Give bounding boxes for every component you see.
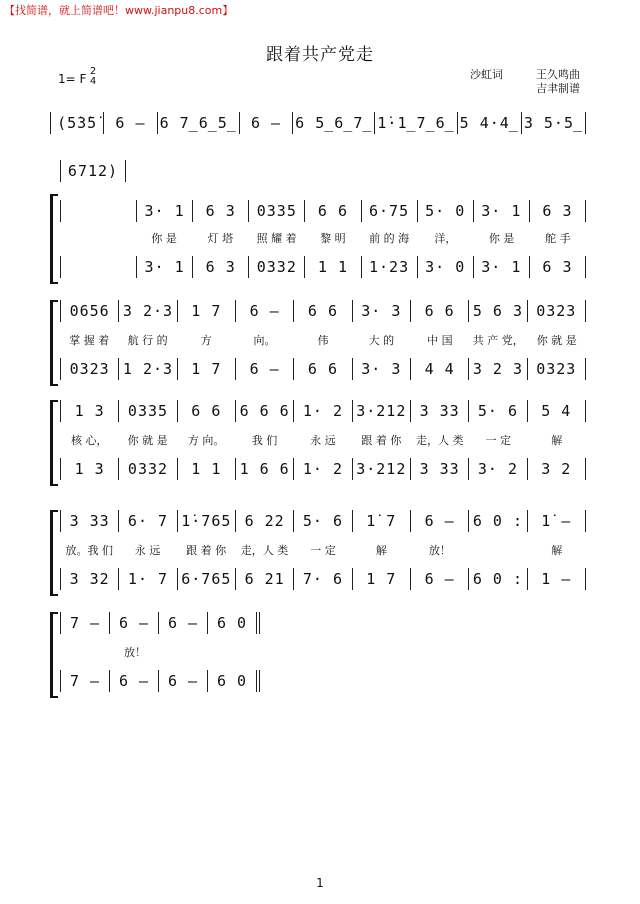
- notes: 0323: [69, 360, 110, 378]
- notes: 3· 1: [481, 202, 522, 220]
- lyric: 你 就 是: [536, 334, 577, 347]
- staff-row-voice-2: [60, 458, 586, 480]
- measure-spacer: [60, 256, 136, 278]
- notes: 6 7̲6̲5̲: [159, 114, 237, 132]
- lyrics-row: [60, 230, 586, 246]
- measure: [353, 510, 411, 532]
- measure: [469, 300, 527, 322]
- lyric: 跟 着 你: [186, 544, 227, 557]
- notes: 6 3: [542, 258, 573, 276]
- notes: 6·75: [369, 202, 410, 220]
- notes: 4 4: [424, 360, 455, 378]
- lyricist-credit: 沙虹词: [470, 68, 503, 81]
- notes: 3 33: [419, 402, 460, 420]
- measure: [178, 458, 236, 480]
- notes: 5· 6: [302, 512, 344, 530]
- notes: 3 2: [541, 460, 572, 478]
- lyric: 方: [200, 334, 212, 347]
- measure: [193, 200, 249, 222]
- measure: [236, 458, 294, 480]
- notes: 1 7: [191, 360, 222, 378]
- notes: 1 2·3: [122, 360, 174, 378]
- staff-row-voice-2: [60, 256, 586, 278]
- measure: [469, 400, 527, 422]
- notes: 3· 1: [144, 258, 185, 276]
- notes: 1·23: [369, 258, 410, 276]
- notes: 6 3: [205, 202, 236, 220]
- notes: 0332: [127, 460, 169, 478]
- measure: [530, 256, 586, 278]
- lyric: 洋，: [434, 232, 457, 245]
- notes: 6 0 :: [472, 512, 524, 530]
- measure: [60, 358, 119, 380]
- measure: [528, 458, 586, 480]
- notes: 6 —: [167, 614, 199, 632]
- measure: [411, 510, 469, 532]
- lyric: [160, 644, 210, 660]
- measure: [119, 458, 177, 480]
- measure: [458, 112, 522, 134]
- notes: 6 —: [115, 114, 146, 132]
- notes: 6·765: [181, 570, 232, 588]
- measure: [178, 358, 236, 380]
- time-signature-bottom: 4: [89, 76, 97, 87]
- notes: 7· 6: [302, 570, 344, 588]
- lyric: [210, 644, 260, 660]
- measure: [236, 400, 294, 422]
- lyric: 照 耀 着: [256, 232, 297, 245]
- notes: 1̇·765: [181, 512, 232, 530]
- measure: [353, 568, 411, 590]
- time-signature: [88, 67, 98, 87]
- measure: [249, 256, 305, 278]
- measure: [474, 256, 530, 278]
- system-bracket: [50, 612, 53, 698]
- lyric: 放。我 们: [65, 544, 113, 557]
- notes: 6 0: [216, 614, 248, 632]
- measure: [178, 510, 236, 532]
- notes: 3· 3: [361, 360, 402, 378]
- lyric: 一 定: [310, 544, 336, 557]
- notes: 6· 7: [127, 512, 169, 530]
- measure: [530, 200, 586, 222]
- measure: [375, 112, 457, 134]
- notes: 6 —: [424, 512, 455, 530]
- lyric: 走，人 类: [416, 434, 464, 447]
- measure: [411, 458, 469, 480]
- music-system-intro: [50, 112, 586, 138]
- lyric: 共 产 党，: [472, 334, 524, 347]
- measure: [353, 458, 411, 480]
- notes: 6 3: [542, 202, 573, 220]
- measure: [294, 510, 352, 532]
- lyric: 你 就 是: [127, 434, 168, 447]
- staff-row-voice-1: [60, 510, 586, 532]
- staff-row-voice-1: [60, 300, 586, 322]
- lyric: 走，人 类: [240, 544, 289, 557]
- notes: 1· 2: [302, 402, 344, 420]
- lyric: 中 国: [427, 334, 453, 347]
- measure: [158, 112, 240, 134]
- measure: [178, 300, 236, 322]
- measure: [60, 670, 110, 692]
- measure: [60, 300, 119, 322]
- measure: [119, 400, 177, 422]
- measure: [236, 510, 294, 532]
- notes: 3· 0: [425, 258, 466, 276]
- notes: 1 3: [74, 402, 105, 420]
- system-bracket: [50, 194, 53, 284]
- notes: 3 32: [69, 570, 110, 588]
- measure: [50, 112, 104, 134]
- notes: 1 1: [317, 258, 348, 276]
- notes: 6712): [67, 162, 119, 180]
- arranger-credit: 吉聿制谱: [536, 82, 580, 95]
- time-signature-top: 2: [89, 66, 97, 77]
- notes: 0332: [256, 258, 297, 276]
- measure: [469, 358, 527, 380]
- measure: [60, 458, 119, 480]
- notes: 3·212: [356, 460, 407, 478]
- lyric: 方 向。: [187, 434, 225, 447]
- lyric: 解: [551, 544, 563, 557]
- notes: 6 —: [167, 672, 199, 690]
- lyric: 黎 明: [320, 232, 346, 245]
- song-title: 跟着共产党走: [266, 45, 374, 65]
- system-bracket: [50, 300, 53, 386]
- notes: 6 —: [118, 614, 150, 632]
- staff-row-voice-1: [60, 400, 586, 422]
- lyric: 我 们: [251, 434, 278, 447]
- measure: [305, 256, 361, 278]
- notes: 1̇ —: [541, 512, 572, 530]
- music-system-4: [50, 510, 586, 596]
- measure: [60, 510, 119, 532]
- music-system-3: [50, 400, 586, 486]
- notes: 6 6 6: [239, 402, 290, 420]
- notes: 1 3: [74, 460, 105, 478]
- measure: [236, 358, 294, 380]
- notes: 3·212: [356, 402, 407, 420]
- notes: 3· 2: [477, 460, 519, 478]
- notes: 3· 1: [481, 258, 522, 276]
- notes: 6 —: [118, 672, 150, 690]
- measure: [208, 612, 260, 634]
- measure: [104, 112, 157, 134]
- lyric: 解: [551, 434, 563, 447]
- measure: [159, 612, 208, 634]
- composer-credit: 王久鸣曲: [536, 68, 580, 81]
- measure: [353, 400, 411, 422]
- notes: 6 —: [424, 570, 455, 588]
- measure: [110, 670, 159, 692]
- notes: 5· 0: [425, 202, 466, 220]
- measure: [294, 568, 352, 590]
- staff-row-voice-2: [60, 670, 260, 692]
- measure: [110, 612, 159, 634]
- measure: [193, 256, 249, 278]
- measure: [362, 256, 418, 278]
- music-system-2: [50, 300, 586, 386]
- lyric: 核 心，: [70, 434, 108, 447]
- lyric: [469, 542, 527, 558]
- lyric: 永 远: [310, 434, 336, 447]
- system-bracket: [50, 400, 53, 486]
- measure: [528, 568, 586, 590]
- notes: 7 —: [69, 672, 101, 690]
- notes: 1 —: [541, 570, 572, 588]
- notes: 6 —: [249, 302, 280, 320]
- notes: 1̇·1̲7̲6̲: [377, 114, 455, 132]
- notes: 0323: [536, 302, 577, 320]
- measure: [362, 200, 418, 222]
- notes: 6 —: [250, 114, 282, 132]
- lyrics-row: [60, 432, 586, 448]
- music-system-1: [50, 160, 586, 284]
- lyric: 你 是: [488, 232, 515, 245]
- lyric-spacer: [60, 230, 136, 246]
- lyric: 跟 着 你: [361, 434, 402, 447]
- notes: 1· 2: [302, 460, 344, 478]
- lyrics-row: [60, 332, 586, 348]
- measure: [411, 568, 469, 590]
- measure: [353, 300, 411, 322]
- staff-row-voice-2: [60, 358, 586, 380]
- measure: [136, 256, 193, 278]
- lyrics-row: [60, 644, 260, 660]
- measure-spacer: [60, 200, 136, 222]
- lyric: 前 的 海: [369, 232, 410, 245]
- staff-row: [50, 112, 586, 134]
- notes: 6 0 :: [472, 570, 524, 588]
- staff-row-voice-2: [60, 568, 586, 590]
- measure: [208, 670, 260, 692]
- notes: 6 6: [191, 402, 222, 420]
- lyric: 你 是: [151, 232, 177, 245]
- measure: [418, 200, 474, 222]
- measure: [528, 400, 586, 422]
- notes: 6 6: [307, 302, 339, 320]
- lyric: 向。: [253, 334, 276, 347]
- measure: [119, 300, 177, 322]
- notes: 3 2 3: [472, 360, 524, 378]
- notes: 0323: [536, 360, 577, 378]
- measure: [522, 112, 586, 134]
- measure: [119, 358, 177, 380]
- notes: 6 22: [244, 512, 285, 530]
- measure: [236, 568, 294, 590]
- measure: [474, 200, 530, 222]
- notes: 1 7: [366, 570, 397, 588]
- notes: 5 4: [541, 402, 572, 420]
- lyric: 永 远: [134, 544, 161, 557]
- lyric: 灯 塔: [207, 232, 234, 245]
- notes: 3 5·5̲: [523, 114, 584, 132]
- notes: 6 6: [307, 360, 339, 378]
- staff-row-voice-1: [60, 200, 586, 222]
- measure: [353, 358, 411, 380]
- notes: 0335: [256, 202, 297, 220]
- measure: [294, 400, 352, 422]
- measure: [294, 358, 352, 380]
- notes: 7 —: [69, 614, 101, 632]
- music-system-5: [50, 612, 260, 698]
- measure: [528, 510, 586, 532]
- notes: 6 21: [244, 570, 285, 588]
- measure: [411, 300, 469, 322]
- lyric: 一 定: [485, 434, 512, 447]
- notes: 0656: [69, 302, 110, 320]
- lyric: [60, 644, 110, 660]
- measure: [178, 400, 236, 422]
- measure: [469, 510, 527, 532]
- lyric: 航 行 的: [127, 334, 168, 347]
- measure: [60, 400, 119, 422]
- notes: 6 6: [317, 202, 348, 220]
- measure: [159, 670, 208, 692]
- measure: [178, 568, 236, 590]
- lyric: 掌 握 着: [69, 334, 110, 347]
- site-banner: 【找简谱，就上简谱吧！www.jianpu8.com】: [4, 4, 234, 17]
- measure: [411, 358, 469, 380]
- notes: (5̇3̇5̇: [57, 114, 98, 132]
- notes: 1 7: [191, 302, 222, 320]
- measure: [411, 400, 469, 422]
- system-bracket: [50, 510, 53, 596]
- intro-tail-row: [60, 160, 586, 182]
- measure: [528, 358, 586, 380]
- notes: 1 1: [191, 460, 222, 478]
- lyric: 放！: [124, 646, 146, 659]
- measure: [294, 458, 352, 480]
- notes: 3 2·3: [122, 302, 174, 320]
- notes: 3· 1: [144, 202, 185, 220]
- measure: [119, 510, 177, 532]
- lyric: 解: [375, 544, 387, 557]
- measure: [60, 612, 110, 634]
- measure: [240, 112, 293, 134]
- notes: 6 6: [424, 302, 455, 320]
- notes: 6 0: [216, 672, 248, 690]
- measure: [418, 256, 474, 278]
- measure: [60, 568, 119, 590]
- notes: 6 3: [205, 258, 236, 276]
- key-signature: 1= F: [58, 72, 87, 86]
- notes: 1̇ 7: [366, 512, 397, 530]
- notes: 5 6 3: [472, 302, 524, 320]
- lyric: 舵 手: [545, 232, 571, 245]
- measure: [119, 568, 177, 590]
- measure: [293, 112, 375, 134]
- measure: [469, 568, 527, 590]
- measure: [294, 300, 352, 322]
- lyric: 放！: [428, 544, 451, 557]
- measure: [305, 200, 361, 222]
- measure: [469, 458, 527, 480]
- staff-row-voice-1: [60, 612, 260, 634]
- measure: [236, 300, 294, 322]
- notes: 1 6 6: [239, 460, 290, 478]
- measure: [528, 300, 586, 322]
- measure: [136, 200, 193, 222]
- notes: 0335: [127, 402, 169, 420]
- notes: 3· 3: [361, 302, 402, 320]
- notes: 6 5̲6̲7̲: [295, 114, 373, 132]
- notes: 5· 6: [477, 402, 519, 420]
- lyric: 伟: [317, 334, 329, 347]
- measure: [249, 200, 305, 222]
- notes: 6 —: [249, 360, 280, 378]
- notes: 1· 7: [127, 570, 169, 588]
- notes: 3 33: [69, 512, 110, 530]
- page-number: 1: [316, 876, 324, 890]
- lyrics-row: [60, 542, 586, 558]
- lyric: 大 的: [368, 334, 395, 347]
- notes: 5 4·4̲: [459, 114, 519, 132]
- notes: 3 33: [419, 460, 460, 478]
- measure: [60, 160, 126, 182]
